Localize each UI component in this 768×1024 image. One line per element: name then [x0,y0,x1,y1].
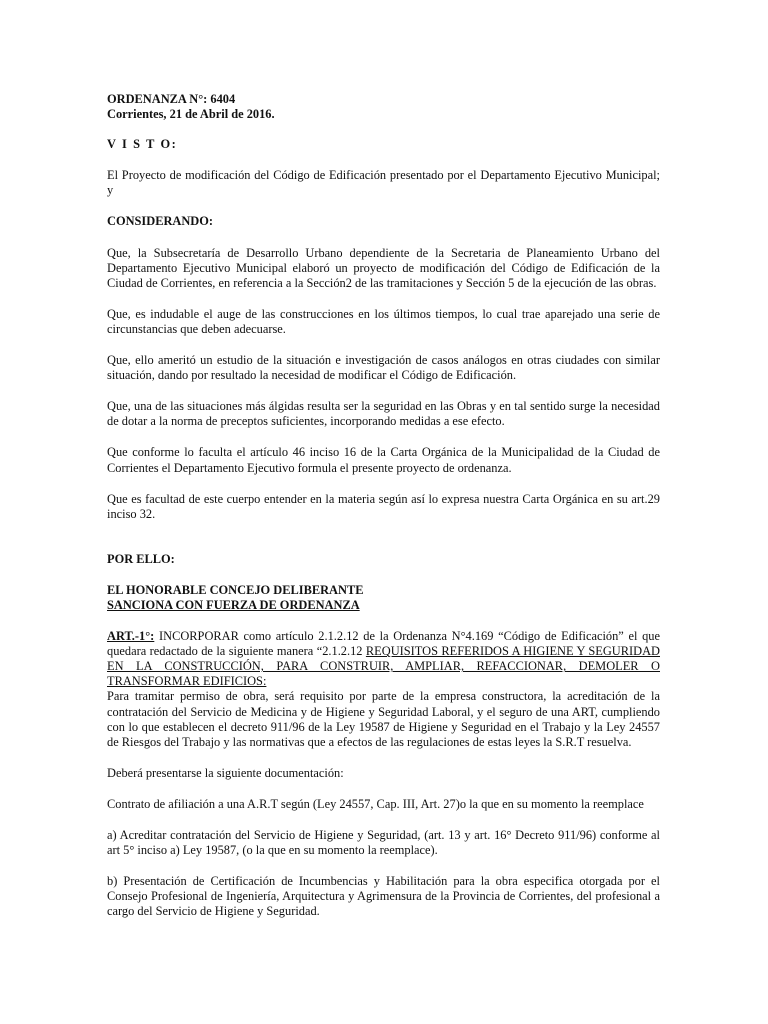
documentation-item: Contrato de afiliación a una A.R.T según (Ley 24557, Cap. III, Art. 27)o la que en su momento la reemplace [107,796,644,811]
article-1-title: REQUISITOS REFERIDOS A HIGIENE Y SEGURIDAD EN LA CONSTRUCCIÓN, PARA CONSTRUIR, AMPLIAR, REFACCIONAR, DEMOLER O TRANSFORMAR EDIFICIOS: [107,644,660,689]
visto-heading: V I S T O: [107,137,178,152]
considerando-paragraph: Que, ello ameritó un estudio de la situación e investigación de casos análogos en otras ciudades con similar situación, dando por resultado la necesidad de modificar el Código de Edificación. [107,353,660,383]
place-date: Corrientes, 21 de Abril de 2016. [107,107,275,122]
sanciona-block [107,583,660,613]
considerando-paragraph: Que es facultad de este cuerpo entender en la materia según así lo expresa nuestra Carta Orgánica en su art.29 inciso 32. [107,491,660,521]
considerando-paragraph: Que conforme lo faculta el artículo 46 inciso 16 de la Carta Orgánica de la Municipalidad de la Ciudad de Corrientes el Departamento Ejecutivo formula el presente proyecto de ordenanza. [107,445,660,475]
document-page [107,92,660,919]
sanciona-line-2: SANCIONA CON FUERZA DE ORDENANZA [107,597,360,612]
considerando-heading: CONSIDERANDO: [107,214,214,229]
article-1-label: ART.-1°: [107,629,155,644]
considerando-paragraph: Que, una de las situaciones más álgidas resulta ser la seguridad en las Obras y en tal sentido surge la necesidad de dotar a la norma de preceptos suficientes, incorporando medidas a ese efecto. [107,399,660,429]
article-1-intro: INCORPORAR como artículo 2.1.2.12 de la Ordenanza N°4.169 “Código de Edificación” el que quedara redactado de la siguiente manera “2.1.2.12 [107,629,660,659]
ordinance-number: ORDENANZA N°: 6404 [107,92,236,106]
article-1 [107,629,660,689]
sanciona-line-1: EL HONORABLE CONCEJO DELIBERANTE [107,582,364,597]
documentation-intro: Deberá presentarse la siguiente documentación: [107,765,344,780]
por-ello-heading: POR ELLO: [107,551,175,566]
considerando-paragraph: Que, es indudable el auge de las construcciones en los últimos tiempos, lo cual trae aparejado una serie de circunstancias que deben adecuarse. [107,306,660,336]
article-1-body: Para tramitar permiso de obra, será requisito por parte de la empresa constructora, la acreditación de la contratación del Servicio de Medicina y de Higiene y Seguridad Laboral, y el seguro de una ART, cumpliendo con lo que establecen el decreto 911/96 de la Ley 19587 de Higiene y Seguridad en el Trabajo y la Ley 24557 de Riesgos del Trabajo y las normativas que a efectos de las regulaciones de estas leyes la S.R.T resuelva. [107,689,660,749]
visto-text: El Proyecto de modificación del Código de Edificación presentado por el Departamento Ejecutivo Municipal; y [107,168,660,198]
considerando-paragraph: Que, la Subsecretaría de Desarrollo Urbano dependiente de la Secretaria de Planeamiento Urbano del Departamento Ejecutivo Municipal elaboró un proyecto de modificación del Código de Edificación de la Ciudad de Corrientes, en referencia a la Sección2 de las tramitaciones y Sección 5 de la ejecución de las obras. [107,245,660,290]
documentation-item: a) Acreditar contratación del Servicio de Higiene y Seguridad, (art. 13 y art. 16° Decreto 911/96) conforme al art 5° inciso a) Ley 19587, (o la que en su momento la reemplace). [107,828,660,858]
documentation-item: b) Presentación de Certificación de Incumbencias y Habilitación para la obra especifica otorgada por el Consejo Profesional de Ingeniería, Arquitectura y Agrimensura de la Provincia de Corrientes, del profesional a cargo del Servicio de Higiene y Seguridad. [107,874,660,919]
